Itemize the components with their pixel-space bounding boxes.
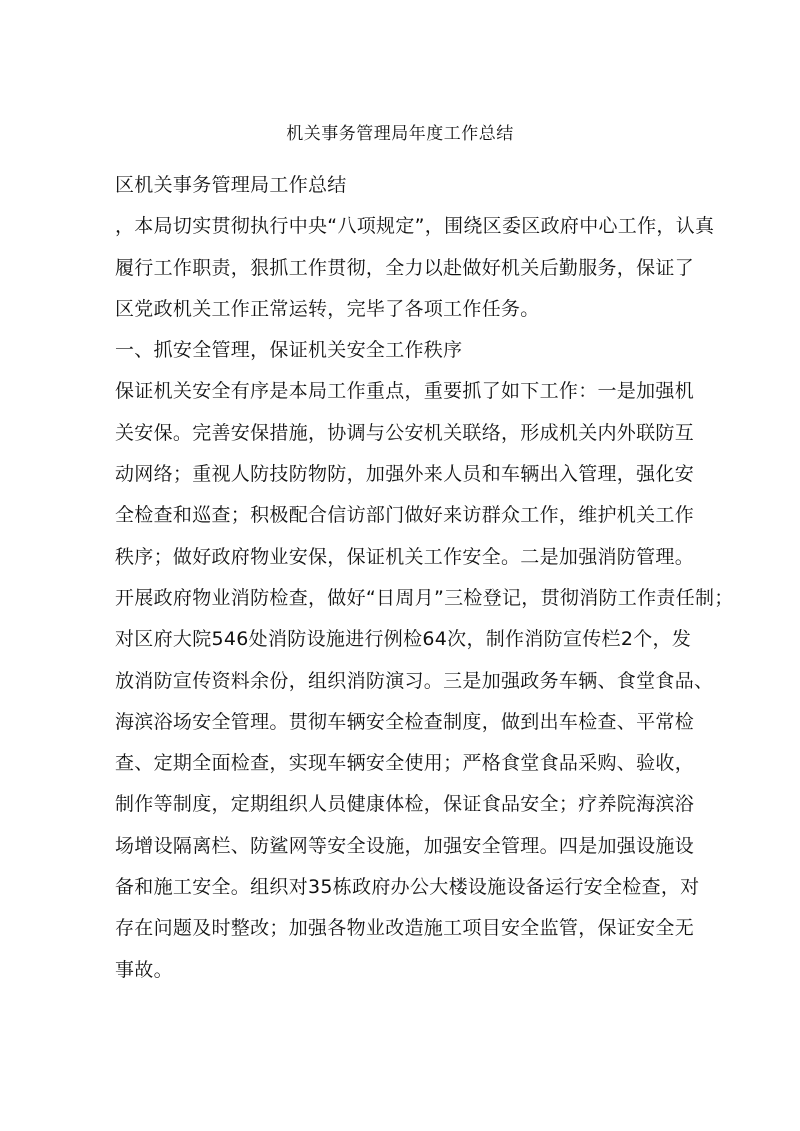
body-line: 对区府大院546处消防设施进行例检64次，制作消防宣传栏2个，发: [115, 628, 692, 651]
body-line: 海滨浴场安全管理。贯彻车辆安全检查制度，做到出车检查、平常检: [115, 710, 695, 733]
body-line: 动网络；重视人防技防物防，加强外来人员和车辆出入管理，强化安: [115, 463, 695, 486]
body-line: 场增设隔离栏、防鲨网等安全设施，加强安全管理。四是加强设施设: [115, 834, 695, 857]
body-line: 存在问题及时整改；加强各物业改造施工项目安全监管，保证安全无: [115, 917, 695, 940]
document-title: 机关事务管理局年度工作总结: [286, 124, 514, 144]
body-line: 备和施工安全。组织对35栋政府办公大楼设施设备运行安全检查，对: [115, 876, 700, 899]
body-line: 全检查和巡查；积极配合信访部门做好来访群众工作，维护机关工作: [115, 504, 695, 527]
body-line: 区党政机关工作正常运转，完毕了各项工作任务。: [115, 297, 540, 320]
body-line: 区机关事务管理局工作总结: [115, 174, 347, 196]
body-line: 事故。: [115, 958, 173, 981]
body-line: ，本局切实贯彻执行中央“八项规定”，围绕区委区政府中心工作，认真: [115, 215, 715, 238]
section-heading: 一、抓安全管理，保证机关安全工作秩序: [115, 339, 463, 362]
body-line: 开展政府物业消防检查，做好“日周月”三检登记，贯彻消防工作责任制；: [115, 586, 734, 609]
document-body: [115, 165, 734, 991]
body-line: 查、定期全面检查，实现车辆安全使用；严格食堂食品采购、验收，: [115, 752, 695, 775]
body-line: 秩序；做好政府物业安保，保证机关工作安全。二是加强消防管理。: [115, 545, 695, 568]
body-line: 履行工作职责，狠抓工作贯彻，全力以赴做好机关后勤服务，保证了: [115, 256, 695, 279]
body-line: 制作等制度，定期组织人员健康体检，保证食品安全；疗养院海滨浴: [115, 793, 695, 816]
body-line: 关安保。完善安保措施，协调与公安机关联络，形成机关内外联防互: [115, 421, 695, 444]
body-line: 放消防宣传资料余份，组织消防演习。三是加强政务车辆、食堂食品、: [115, 669, 714, 692]
body-line: 保证机关安全有序是本局工作重点，重要抓了如下工作：一是加强机: [115, 380, 695, 403]
